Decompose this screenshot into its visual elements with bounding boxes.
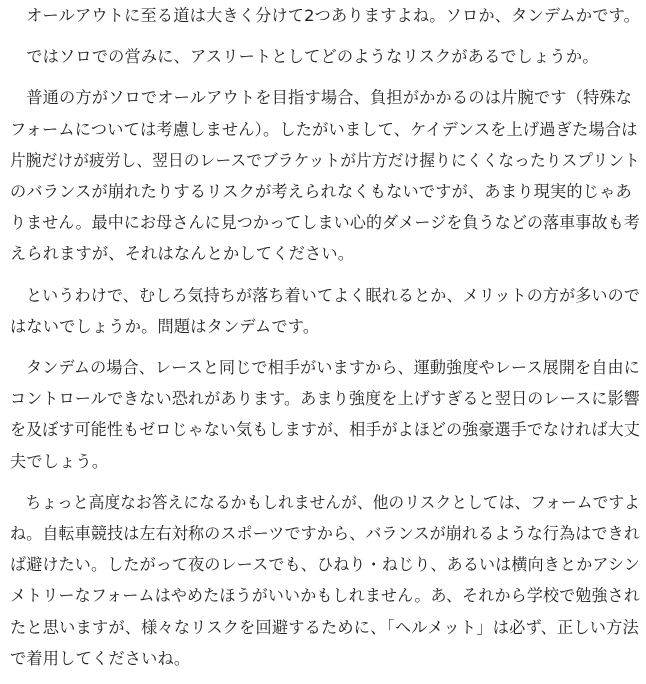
text-line: で着用してくださいね。 (10, 648, 191, 668)
paragraph-3 (10, 82, 640, 269)
text-line: えられますが、それはなんとかしてください。 (10, 244, 355, 264)
paragraph-1 (10, 0, 640, 31)
text-line: はないでしょうか。問題はタンデムです。 (10, 316, 320, 336)
paragraph-5 (10, 352, 640, 477)
text-line: のバランスが崩れたりするリスクが考えられなくもないですが、あまり現実的じゃあ (10, 182, 632, 202)
text-line: コントロールできない恐れがあります。あまり強度を上げすぎると翌日のレースに影響 (10, 389, 641, 409)
text-line: オールアウトに至る道は大きく分けて2つありますよね。ソロか、タンデムかです。 (26, 6, 641, 25)
text-line: フォームについては考慮しません）。したがいまして、ケイデンスを上げ過ぎた場合は (10, 119, 638, 139)
text-line: 普通の方がソロでオールアウトを目指す場合、負担がかかるのは片腕です（特殊な (26, 88, 633, 108)
text-line: 夫でしょう。 (10, 451, 109, 471)
text-line: ではソロでの営みに、アスリートとしてどのようなリスクがあるでしょうか。 (26, 47, 599, 67)
paragraph-2 (10, 41, 640, 72)
text-line: メトリーなフォームはやめたほうがいいかもしれません。あ、それから学校で勉強され (10, 586, 641, 606)
paragraph-6 (10, 487, 640, 674)
text-line: ちょっと高度なお答えになるかもしれませんが、他のリスクとしては、フォームですよ (25, 492, 640, 512)
paragraph-4 (10, 280, 640, 342)
text-line: りません。最中にお母さんに見つかってしまい心的ダメージを負うなどの落車事故も考 (10, 213, 640, 233)
text-line: を及ぼす可能性もゼロじゃない気もしますが、相手がよほどの強豪選手でなければ大丈 (10, 420, 640, 440)
text-line: 片腕だけが疲労し、翌日のレースでブラケットが片方だけ握りにくくなったりスプリント (10, 150, 640, 170)
text-line: というわけで、むしろ気持ちが落ち着いてよく眠れるとか、メリットの方が多いので (25, 285, 641, 305)
text-line: ね。自転車競技は左右対称のスポーツですから、バランスが崩れるような行為はできれ (10, 524, 641, 544)
article-body (10, 0, 640, 684)
text-line: たと思いますが、様々なリスクを回避するために、「ヘルメット」は必ず、正しい方法 (10, 617, 639, 637)
text-line: ば避けたい。したがって夜のレースでも、ひねり・ねじり、あるいは横向きとかアシン (10, 555, 640, 575)
text-line: タンデムの場合、レースと同じで相手がいますから、運動強度やレース展開を自由に (26, 358, 640, 378)
